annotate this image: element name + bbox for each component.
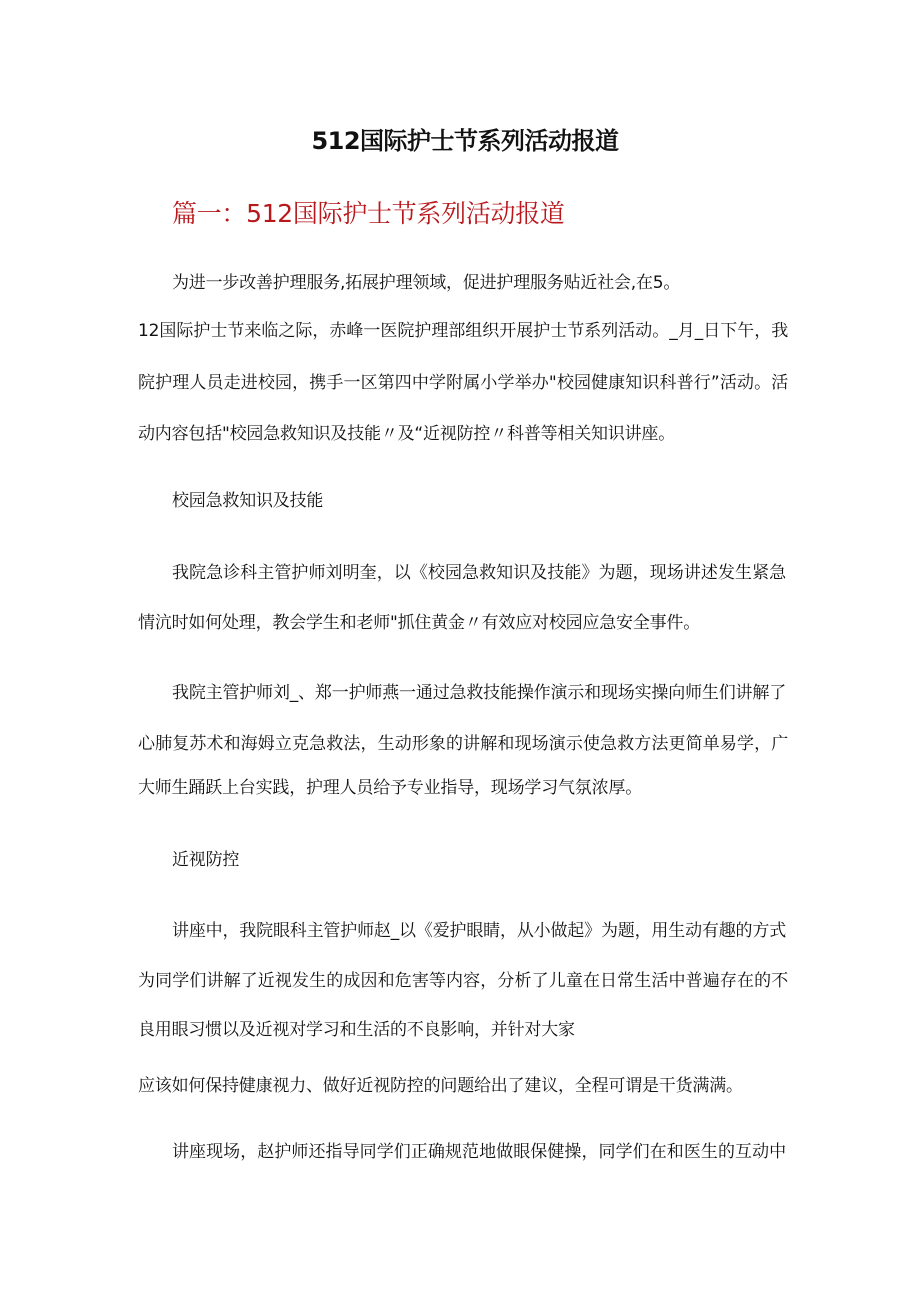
paragraph-line: 情沆时如何处理，教会学生和老师"抓住黄金〃有效应对校园应急安全事件。 xyxy=(138,613,701,633)
paragraph-line: 大师生踊跃上台实践，护理人员给予专业指导，现场学习气氛浓厚。 xyxy=(138,778,642,798)
paragraph-line: 我院急诊科主管护师刘明奎，以《校园急救知识及技能》为题，现场讲述发生紧急 xyxy=(172,563,786,583)
paragraph-line: 讲座现场，赵护师还指导同学们正确规范地做眼保健操，同学们在和医生的互动中 xyxy=(172,1142,786,1162)
section-heading: 篇一：512国际护士节系列活动报道 xyxy=(172,199,565,228)
document-title: 512国际护士节系列活动报道 xyxy=(311,127,619,155)
paragraph-line: 我院主管护师刘_、郑一护师燕一通过急救技能操作演示和现场实操向师生们讲解了 xyxy=(172,683,786,703)
subheading: 近视防控 xyxy=(172,850,240,870)
paragraph-line: 良用眼习惯以及近视对学习和生活的不良影响，并针对大家 xyxy=(138,1020,575,1040)
paragraph-line: 12国际护士节来临之际，赤峰一医院护理部组织开展护士节系列活动。_月_日下午，我 xyxy=(138,321,788,341)
paragraph-line: 院护理人员走进校园，携手一区第四中学附属小学举办"校园健康知识科普行”活动。活 xyxy=(138,373,788,393)
paragraph-line: 应该如何保持健康视力、做好近视防控的问题给出了建议，全程可谓是干货满满。 xyxy=(138,1076,743,1096)
paragraph-line: 动内容包括"校园急救知识及技能〃及“近视防控〃科普等相关知识讲座。 xyxy=(138,424,676,444)
paragraph-line: 心肺复苏术和海姆立克急救法，生动形象的讲解和现场演示使急救方法更简单易学，广 xyxy=(138,734,788,754)
paragraph-line: 为进一步改善护理服务,拓展护理领域，促进护理服务贴近社会,在5。 xyxy=(172,273,681,293)
paragraph-line: 讲座中，我院眼科主管护师赵_以《爱护眼睛，从小做起》为题，用生动有趣的方式 xyxy=(172,921,786,941)
subheading: 校园急救知识及技能 xyxy=(172,491,324,511)
paragraph-line: 为同学们讲解了近视发生的成因和危害等内容，分析了儿童在日常生活中普遍存在的不 xyxy=(138,971,788,991)
